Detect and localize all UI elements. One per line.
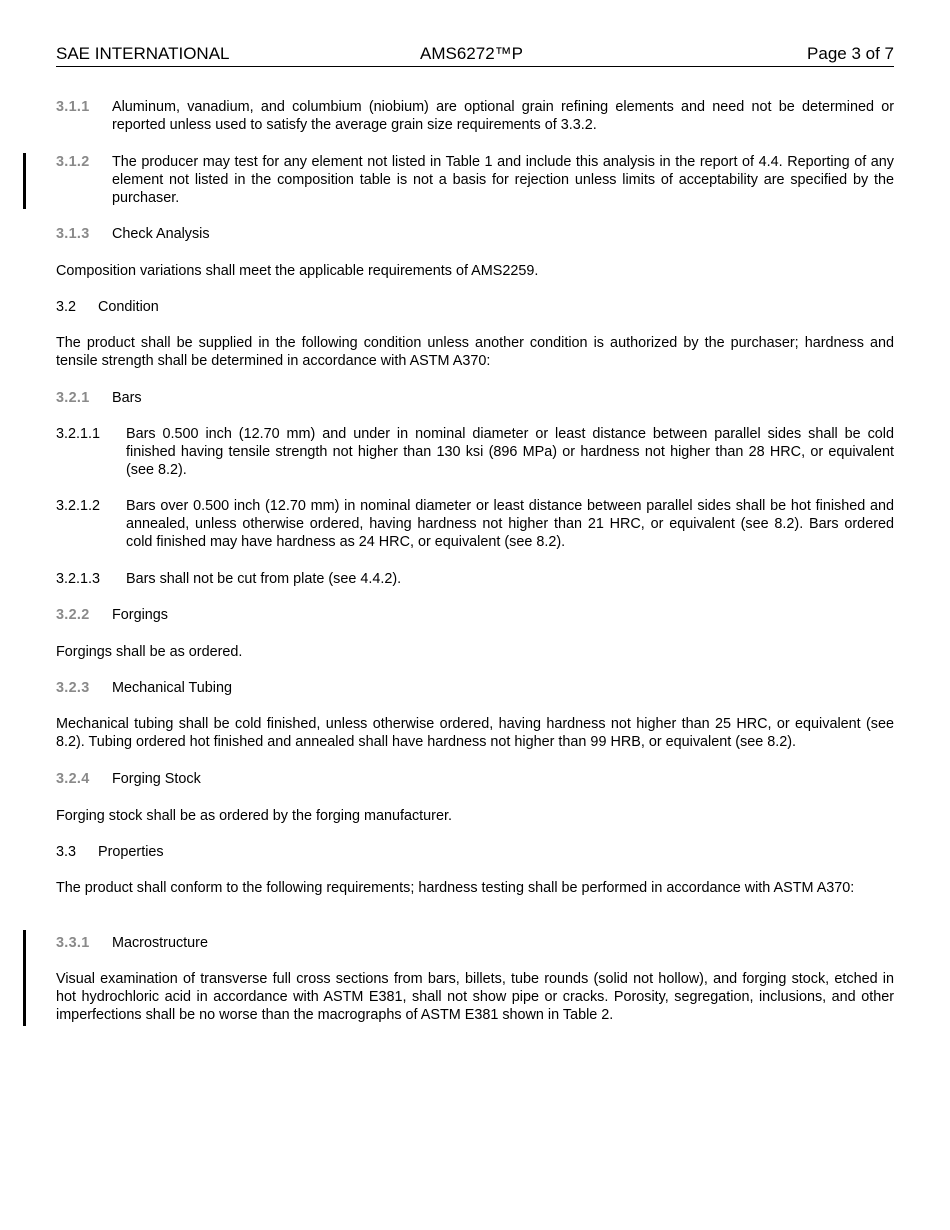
section-number: 3.2.1.2 bbox=[56, 498, 101, 514]
section-number: 3.2.1 bbox=[56, 390, 90, 406]
section-3-1-3-heading bbox=[56, 225, 894, 243]
section-3-2-heading bbox=[56, 298, 894, 316]
section-title: Forging Stock bbox=[112, 771, 201, 787]
section-title: Macrostructure bbox=[112, 935, 208, 951]
section-title: Properties bbox=[98, 844, 164, 860]
section-3-3-text: The product shall conform to the following requirements; hardness testing shall be performed in accordance with ASTM A370: bbox=[56, 880, 855, 896]
change-bar-3-3-1 bbox=[23, 930, 26, 1026]
section-number: 3.2 bbox=[56, 299, 77, 315]
section-text: Aluminum, vanadium, and columbium (niobium) are optional grain refining elements and need not be determined or reported unless used to satisfy the average grain size requirements of 3.3.2. bbox=[112, 99, 894, 133]
section-3-1-3-text: Composition variations shall meet the applicable requirements of AMS2259. bbox=[56, 263, 539, 279]
section-3-2-2-heading bbox=[56, 606, 894, 624]
section-text: Bars over 0.500 inch (12.70 mm) in nominal diameter or least distance between parallel sides shall be hot finished and annealed, unless otherwise ordered, having hardness not higher than 21 HRC, or equivalent (see 8.2). Bars ordered cold finished may have hardness as 24 HRC, or equivalent (see 8.2). bbox=[126, 498, 894, 550]
section-text: Bars 0.500 inch (12.70 mm) and under in nominal diameter or least distance between parallel sides shall be cold finished having tensile strength not higher than 130 ksi (896 MPa) or hardness not higher than 28 HRC, or equivalent (see 8.2). bbox=[126, 426, 894, 478]
section-3-3-1-heading bbox=[56, 934, 894, 952]
section-3-3-1-text: Visual examination of transverse full cross sections from bars, billets, tube rounds (solid not hollow), and forging stock, etched in hot hydrochloric acid in accordance with ASTM E381, shall not show pipe or cracks. Porosity, segregation, inclusions, and other imperfections shall be no worse than the macrographs of ASTM E381 shown in Table 2. bbox=[56, 971, 894, 1023]
section-title: Condition bbox=[98, 299, 159, 315]
change-bar-3-1-2 bbox=[23, 153, 26, 209]
header-document-number: AMS6272™P bbox=[420, 44, 523, 63]
section-3-1-1 bbox=[56, 98, 894, 134]
header-page-number: Page 3 of 7 bbox=[807, 44, 894, 63]
section-number: 3.1.1 bbox=[56, 99, 90, 115]
section-title: Bars bbox=[112, 390, 142, 406]
section-3-2-3-heading bbox=[56, 679, 894, 697]
section-3-2-text: The product shall be supplied in the following condition unless another condition is authorized by the purchaser; hardness and tensile strength shall be determined in accordance with ASTM A370: bbox=[56, 335, 894, 369]
section-3-2-1-3 bbox=[56, 570, 894, 588]
section-number: 3.2.4 bbox=[56, 771, 90, 787]
section-text: Bars shall not be cut from plate (see 4.4.2). bbox=[126, 571, 402, 587]
section-number: 3.2.1.1 bbox=[56, 426, 101, 442]
section-number: 3.1.3 bbox=[56, 226, 90, 242]
section-text: The producer may test for any element not listed in Table 1 and include this analysis in the report of 4.4. Reporting of any element not listed in the composition table is not a basis for rejection unless limits of acceptability are specified by the purchaser. bbox=[112, 154, 894, 206]
section-3-2-1-1 bbox=[56, 425, 894, 479]
section-number: 3.3 bbox=[56, 844, 77, 860]
section-number: 3.2.2 bbox=[56, 607, 90, 623]
section-3-2-2-text: Forgings shall be as ordered. bbox=[56, 644, 243, 660]
section-3-2-1-2 bbox=[56, 497, 894, 551]
section-title: Check Analysis bbox=[112, 226, 210, 242]
section-number: 3.1.2 bbox=[56, 154, 90, 170]
section-3-2-4-heading bbox=[56, 770, 894, 788]
section-title: Mechanical Tubing bbox=[112, 680, 232, 696]
section-3-3-heading bbox=[56, 843, 894, 861]
section-3-1-2 bbox=[56, 153, 894, 207]
section-3-2-1-heading bbox=[56, 389, 894, 407]
section-number: 3.3.1 bbox=[56, 935, 90, 951]
section-number: 3.2.3 bbox=[56, 680, 90, 696]
header-organization: SAE INTERNATIONAL bbox=[56, 44, 230, 63]
section-3-2-3-text: Mechanical tubing shall be cold finished, unless otherwise ordered, having hardness not higher than 25 HRC, or equivalent (see 8.2). Tubing ordered hot finished and annealed shall have hardness not higher than 99 HRB, or equivalent (see 8.2). bbox=[56, 716, 894, 750]
section-number: 3.2.1.3 bbox=[56, 571, 101, 587]
section-title: Forgings bbox=[112, 607, 168, 623]
section-3-2-4-text: Forging stock shall be as ordered by the forging manufacturer. bbox=[56, 808, 452, 824]
page-header bbox=[56, 44, 894, 67]
